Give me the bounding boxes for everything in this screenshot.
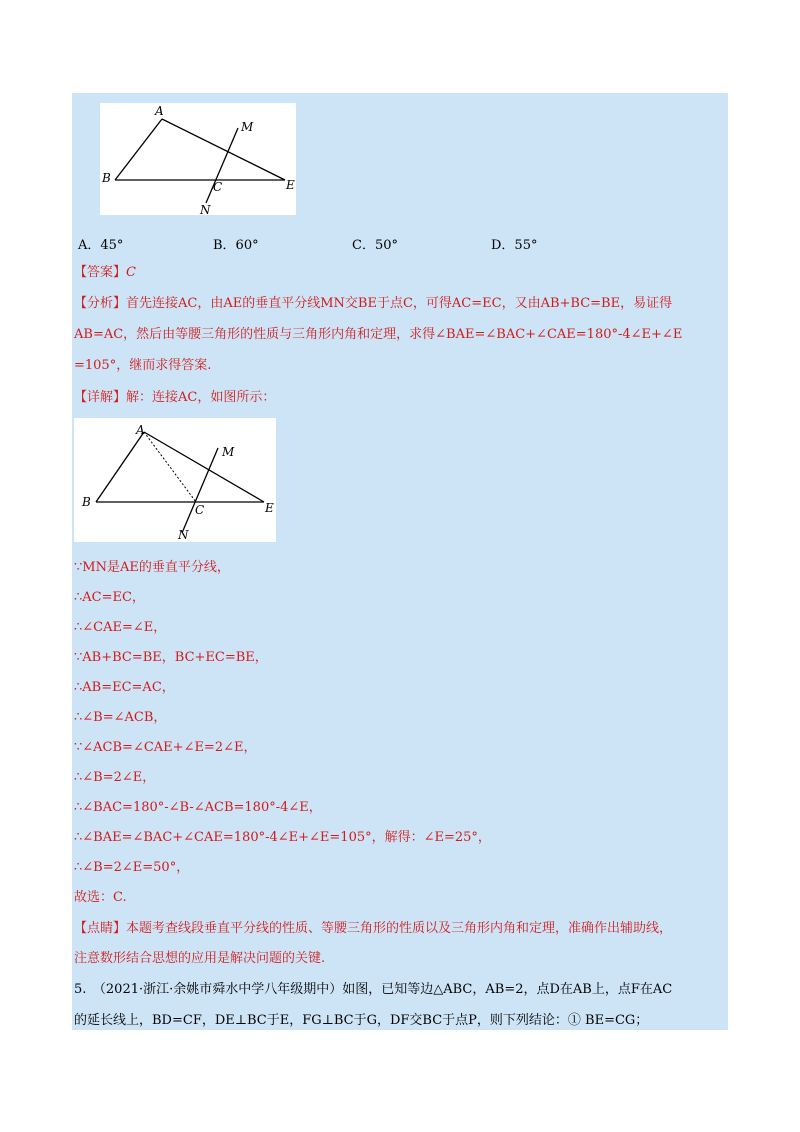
step-2: ∴AC=EC， [74, 590, 145, 605]
question-5-line-1: 5. （2021·浙江·余姚市舜水中学八年级期中）如图，已知等边△ABC，AB=2，点D在AB上，点F在AC [74, 982, 673, 997]
step-3: ∴∠CAE=∠E， [74, 620, 167, 635]
segment-ab [115, 119, 162, 180]
detail-line [74, 390, 275, 406]
comment-tag: 【点睛】 [74, 921, 127, 936]
label-a: A [155, 104, 164, 118]
figure-1-svg [100, 103, 296, 215]
option-c: C．50° [352, 238, 398, 253]
label-a-2: A [136, 423, 145, 437]
step-8: ∴∠B=2∠E， [74, 770, 156, 785]
comment-line-1 [74, 921, 672, 937]
label-n: N [200, 203, 211, 215]
step-4: ∵AB+BC=BE，BC+EC=BE， [74, 650, 268, 665]
segment-ae-2 [144, 432, 264, 502]
label-m-2: M [222, 445, 235, 459]
option-b: B．60° [213, 238, 259, 253]
step-9: ∴∠BAC=180°-∠B-∠ACB=180°-4∠E， [74, 800, 322, 815]
figure-2-svg [74, 418, 276, 542]
segment-ab-2 [96, 432, 144, 502]
label-n-2: N [178, 528, 189, 542]
label-c-2: C [195, 503, 205, 517]
analysis-text-1: 首先连接AC，由AE的垂直平分线MN交BE于点C，可得AC=EC，又由AB+BC=BE，易证得 [126, 296, 673, 311]
answer-value: C [126, 265, 136, 280]
analysis-line-3: =105°，继而求得答案. [74, 358, 212, 373]
option-d: D．55° [491, 238, 538, 253]
label-b: B [102, 171, 111, 185]
step-7: ∵∠ACB=∠CAE+∠E=2∠E， [74, 740, 257, 755]
comment-line-2: 注意数形结合思想的应用是解决问题的关键. [74, 951, 326, 966]
label-b-2: B [82, 495, 91, 509]
detail-intro: 解：连接AC，如图所示： [126, 390, 276, 405]
figure-2 [74, 418, 276, 542]
step-11: ∴∠B=2∠E=50°， [74, 860, 190, 875]
segment-ac-dashed [144, 432, 196, 502]
answer-tag: 【答案】 [74, 265, 127, 280]
segment-ae [162, 119, 285, 180]
step-5: ∴AB=EC=AC， [74, 680, 175, 695]
label-e: E [286, 178, 295, 192]
step-12: 故选：C. [74, 890, 127, 905]
detail-tag: 【详解】 [74, 390, 127, 405]
label-m: M [241, 120, 254, 134]
analysis-tag: 【分析】 [74, 296, 127, 311]
step-1: ∵MN是AE的垂直平分线， [74, 560, 230, 575]
option-a: A．45° [78, 238, 124, 253]
figure-1 [100, 103, 296, 215]
comment-text-1: 本题考查线段垂直平分线的性质、等腰三角形的性质以及三角形内角和定理，准确作出辅助线， [126, 921, 673, 936]
step-6: ∴∠B=∠ACB， [74, 710, 167, 725]
analysis-line-2: AB=AC，然后由等腰三角形的性质与三角形内角和定理，求得∠BAE=∠BAC+∠CAE=180°-4∠E+∠E [74, 327, 683, 342]
step-10: ∴∠BAE=∠BAC+∠CAE=180°-4∠E+∠E=105°，解得：∠E=25°， [74, 830, 491, 845]
analysis-line-1 [74, 296, 672, 312]
label-c: C [213, 180, 223, 194]
answer-line [74, 265, 136, 281]
question-5-line-2: 的延长线上，BD=CF，DE⊥BC于E，FG⊥BC于G，DF交BC于点P，则下列结论：① BE=CG； [74, 1013, 649, 1028]
label-e-2: E [265, 501, 274, 515]
